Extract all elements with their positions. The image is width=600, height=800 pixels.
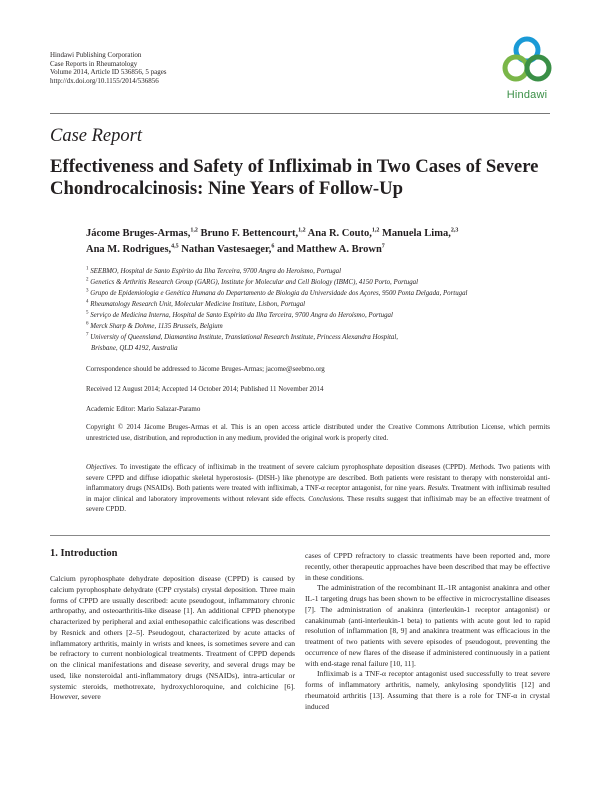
author-affiliation-ref: 2,3 [450, 227, 459, 234]
affiliation-item: $^6$ Merck Sharp & Dohme, 1135 Brussels, Belgium [86, 321, 223, 330]
abstract-divider [50, 535, 550, 536]
hindawi-logo-wordmark: Hindawi [506, 89, 548, 101]
doi-link[interactable]: http://dx.doi.org/10.1155/2014/536856 [50, 76, 159, 85]
article-title [50, 156, 560, 200]
author-name: Nathan Vastesaeger, [181, 244, 272, 255]
dates-line: Received 12 August 2014; Accepted 14 October 2014; Published 11 November 2014 [86, 385, 324, 393]
section-heading-introduction: 1. Introduction [50, 548, 118, 559]
affiliation-list [86, 266, 556, 354]
body-column-right [305, 551, 550, 712]
hindawi-logo [497, 35, 557, 103]
author-affiliation-ref: 4,5 [171, 243, 179, 250]
author-name: Ana M. Rodrigues, [86, 244, 172, 255]
affiliation-item: $^4$ Rheumatology Research Unit, Molecular Medicine Institute, Lisbon, Portugal [86, 299, 306, 308]
author-name: Manuela Lima, [381, 228, 451, 239]
title-line-1: Effectiveness and Safety of Infliximab in Two Cases of Severe [50, 156, 539, 177]
abstract-label-results: Results. [427, 484, 450, 493]
abstract-label-conclusions: Conclusions. [308, 494, 345, 503]
journal-header [50, 51, 167, 85]
affiliation-continuation: Brisbane, QLD 4192, Australia [91, 345, 178, 352]
header-divider [50, 113, 550, 114]
paragraph: Infliximab is a TNF-α receptor antagonist used successfully to treat severe forms of inflammatory arthritis, namely, ankylosing spondylitis [12] and rheumatoid arthritis [13]. Assuming that there is a role for TNF-α in crystal induced [305, 669, 550, 711]
volume-line: Volume 2014, Article ID 536856, 5 pages [50, 68, 167, 77]
article-type: Case Report [50, 126, 142, 146]
abstract-label-methods: Methods. [469, 463, 496, 471]
affiliation-item: $^2$ Genetics & Arthritis Research Group (GARG), Institute for Molecular and Cell Biology (IBMC), 4150 Porto, Portugal [86, 277, 419, 286]
academic-editor-line: Academic Editor: Mario Salazar-Paramo [86, 405, 201, 413]
body-column-left [50, 574, 295, 703]
author-list [86, 226, 556, 258]
author-name: Bruno F. Bettencourt, [200, 228, 299, 239]
author-affiliation-ref: 1,2 [190, 227, 198, 234]
affiliation-item: $^3$ Grupo de Epidemiologia e Genética Humana do Departamento de Biologia da Universidade dos Açores, 9500 Ponta Delgada, Portugal [86, 288, 468, 297]
title-line-2: Chondrocalcinosis: Nine Years of Follow-Up [50, 178, 403, 199]
author-affiliation-ref: 1,2 [298, 227, 306, 234]
publisher-name: Hindawi Publishing Corporation [50, 51, 142, 59]
paragraph: Calcium pyrophosphate dehydrate deposition disease (CPPD) is caused by calcium pyrophosphate dehydrate (CPP crystals) crystal deposition. Three main forms of CPPD are usually described: acute pseudogout, inflammatory chronic arthropathy, and osteoarthritis-like disease [1]. An additional CPPD phenotype characterized by peripheral and axial enthesopathic calcifications was described by Resnick and others [2–5]. Pseudogout, characterized by acute attacks of inflammatory arthritis, mainly in wrists and knees, is sometimes severe and can be refractory to current nonbiological treatments. Treatment of CPPD depends on the clinical manifestations and disease severity, and several drugs may be used, like nonsteroidal anti-inflammatory drugs (NSAIDs), intra-articular or systemic steroids, methotrexate, hydroxychloroquine, and colchicine [6]. However, severe [50, 574, 295, 702]
affiliation-item: $^1$ SEEBMO, Hospital de Santo Espírito da Ilha Terceira, 9700 Angra do Heroísmo, Portugal [86, 266, 342, 275]
paragraph: cases of CPPD refractory to classic treatments have been reported and, more recently, other therapeutic approaches have been described that may be effective in these conditions. [305, 551, 550, 582]
author-affiliation-ref: 1,2 [371, 227, 380, 234]
author-name: and Matthew A. Brown [276, 244, 382, 255]
author-name: Jácome Bruges-Armas, [86, 228, 191, 239]
paragraph: The administration of the recombinant IL-1R antagonist anakinra and other IL-1 targeting drugs has been shown to be effective in microcrystalline diseases [7]. The administration of anakinra (interleukin-1 receptor antagonist) or canakinumab (anti-interleukin-1 beta) to patients with acute gout led to rapid resolution of inflammation [8, 9] and anakinra treatment was efficacious in the treatment of two patients with severe episodes of pseudogout, preventing the occurrence of new flares of the disease if administered continuously in a patient with end-stage renal failure [10, 11]. [305, 583, 550, 668]
journal-name: Case Reports in Rheumatology [50, 59, 138, 68]
abstract-label-objectives: Objectives. [86, 463, 118, 471]
author-affiliation-ref: 6 [271, 243, 275, 250]
hindawi-logo-icon [501, 35, 553, 87]
author-affiliation-ref: 7 [381, 243, 385, 250]
affiliation-item: $^7$ University of Queensland, Diamantina Institute, Translational Research Institute, Princess Alexandra Hospital, [86, 332, 398, 341]
affiliation-item: $^5$ Serviço de Medicina Interna, Hospital de Santo Espírito da Ilha Terceira, 9700 Angra do Heroísmo, Portugal [86, 310, 393, 319]
abstract: Objectives. To investigate the efficacy of infliximab in the treatment of severe calcium pyrophosphate deposition diseases (CPPD). Methods. Two patients with severe CPPD and diffuse idiopathic skeletal hyperostosis- (DISH-) like phenotype are described. Both patients were resistant to therapy with nonsteroidal anti-inflammatory drugs (NSAIDs). Both patients were treated with infliximab, a TNF-α receptor antagonist, for nine years. Results. Treatment with infliximab resulted in major clinical and laboratory improvements without relevant side effects. Conclusions. These results suggest that infliximab may be an effective treatment of severe CPDD. [86, 463, 551, 514]
correspondence-line: Correspondence should be addressed to Jácome Bruges-Armas; jacome@seebmo.org [86, 365, 325, 373]
author-name: Ana R. Couto, [307, 228, 372, 239]
copyright-notice: Copyright © 2014 Jácome Bruges-Armas et al. This is an open access article distributed under the Creative Commons Attribution License, which permits unrestricted use, distribution, and reproduction in any medium, provided the original work is properly cited. [86, 423, 550, 442]
